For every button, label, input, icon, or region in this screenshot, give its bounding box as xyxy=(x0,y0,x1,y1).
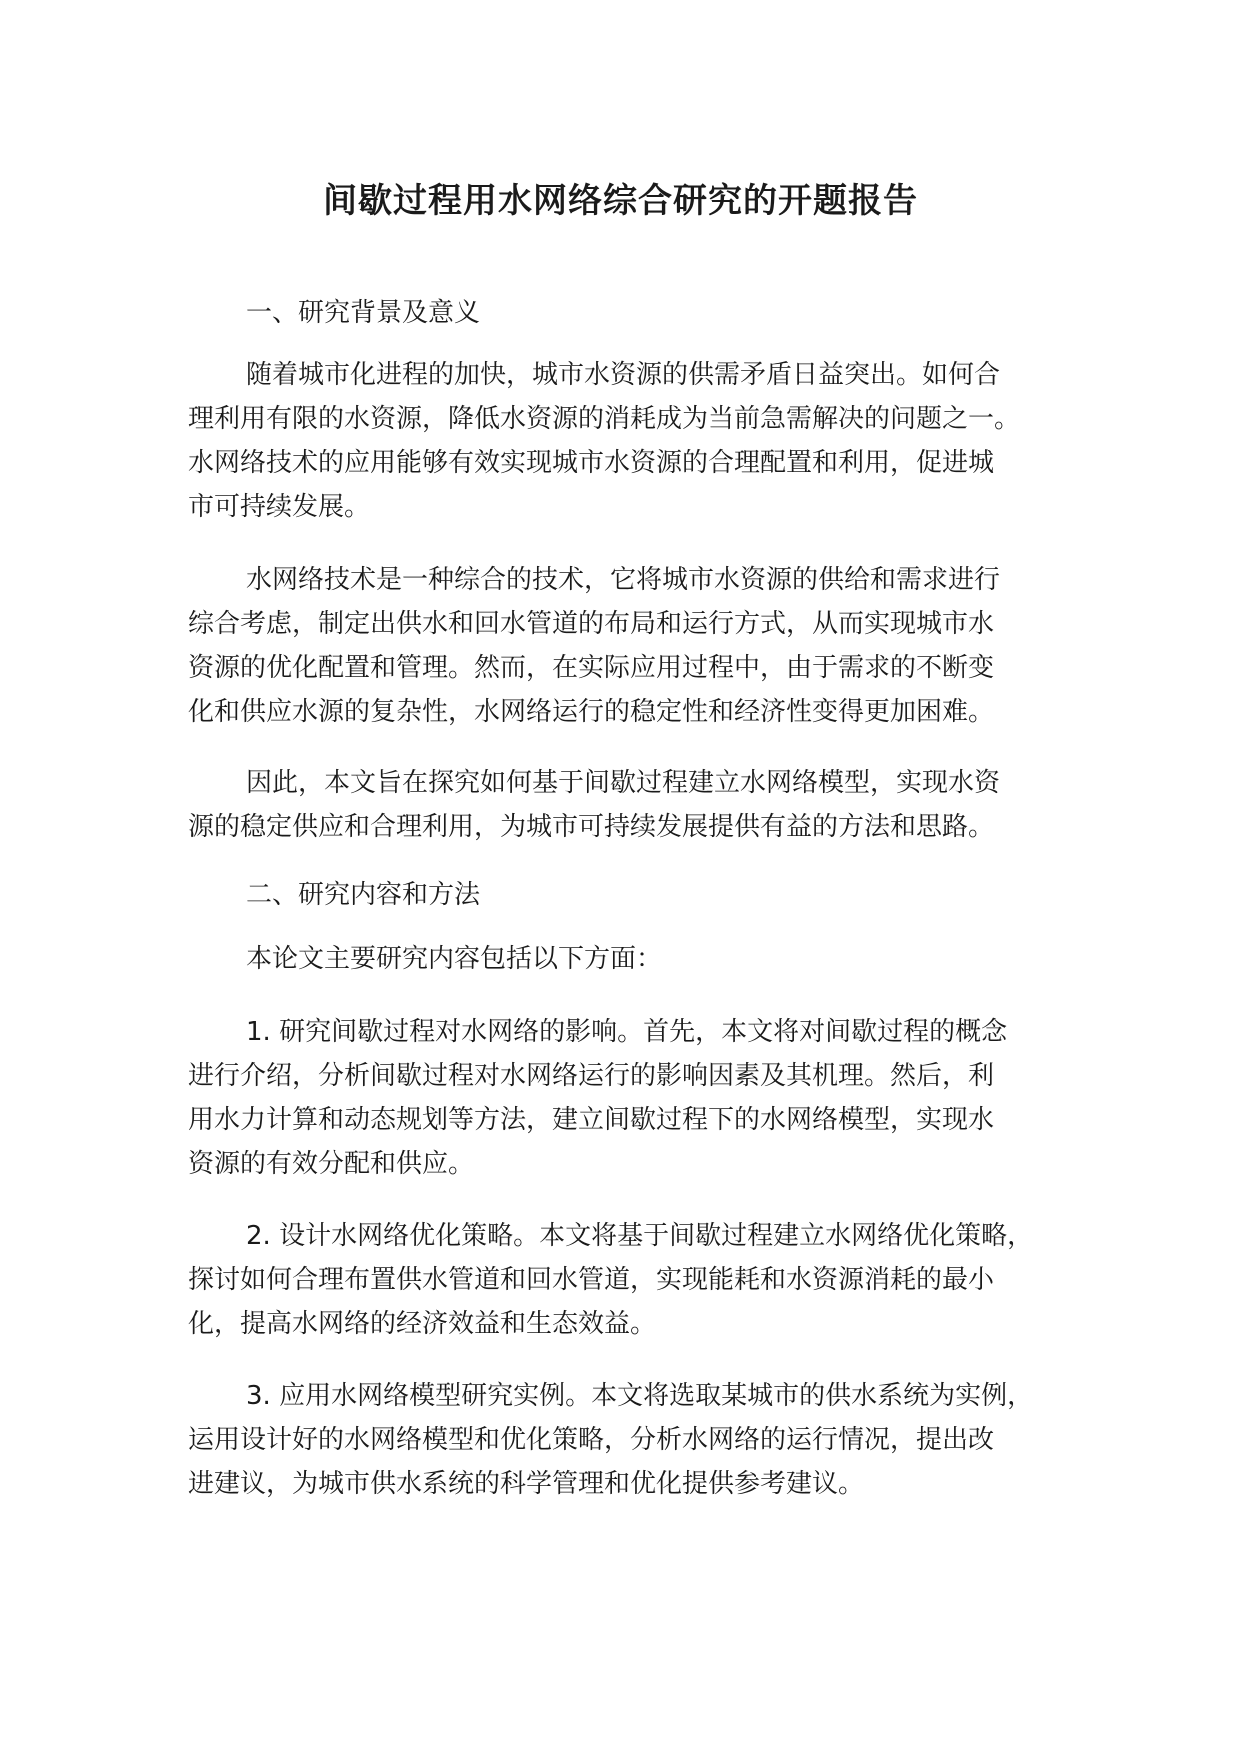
list-item-line: 运用设计好的水网络模型和优化策略，分析水网络的运行情况，提出改 xyxy=(188,1425,995,1455)
paragraph-line: 水网络技术是一种综合的技术，它将城市水资源的供给和需求进行 xyxy=(246,565,1001,595)
list-item-line: 探讨如何合理布置供水管道和回水管道，实现能耗和水资源消耗的最小 xyxy=(188,1265,995,1295)
paragraph-line: 本论文主要研究内容包括以下方面： xyxy=(246,944,663,974)
paragraph-line: 资源的优化配置和管理。然而，在实际应用过程中，由于需求的不断变 xyxy=(188,653,995,683)
paragraph-line: 源的稳定供应和合理利用，为城市可持续发展提供有益的方法和思路。 xyxy=(188,812,995,842)
paragraph-line: 随着城市化进程的加快，城市水资源的供需矛盾日益突出。如何合 xyxy=(246,360,1001,390)
list-item-line: 化，提高水网络的经济效益和生态效益。 xyxy=(188,1309,657,1339)
section-heading-2: 二、研究内容和方法 xyxy=(246,880,481,910)
list-item-line: 3. 应用水网络模型研究实例。本文将选取某城市的供水系统为实例， xyxy=(246,1381,1034,1411)
paragraph-line: 化和供应水源的复杂性，水网络运行的稳定性和经济性变得更加困难。 xyxy=(188,697,995,727)
paragraph-line: 因此，本文旨在探究如何基于间歇过程建立水网络模型，实现水资 xyxy=(246,768,1001,798)
section-heading-1: 一、研究背景及意义 xyxy=(246,298,481,328)
paragraph-line: 理利用有限的水资源，降低水资源的消耗成为当前急需解决的问题之一。 xyxy=(188,404,1021,434)
paragraph-line: 市可持续发展。 xyxy=(188,492,371,522)
list-item-line: 用水力计算和动态规划等方法，建立间歇过程下的水网络模型，实现水 xyxy=(188,1105,995,1135)
list-item-line: 1. 研究间歇过程对水网络的影响。首先，本文将对间歇过程的概念 xyxy=(246,1017,1008,1047)
list-item-line: 进建议，为城市供水系统的科学管理和优化提供参考建议。 xyxy=(188,1469,865,1499)
list-item-line: 2. 设计水网络优化策略。本文将基于间歇过程建立水网络优化策略， xyxy=(246,1221,1034,1251)
list-item-line: 进行介绍，分析间歇过程对水网络运行的影响因素及其机理。然后，利 xyxy=(188,1061,995,1091)
paragraph-line: 水网络技术的应用能够有效实现城市水资源的合理配置和利用，促进城 xyxy=(188,448,995,478)
document-title: 间歇过程用水网络综合研究的开题报告 xyxy=(323,181,918,221)
paragraph-line: 综合考虑，制定出供水和回水管道的布局和运行方式，从而实现城市水 xyxy=(188,609,995,639)
list-item-line: 资源的有效分配和供应。 xyxy=(188,1149,475,1179)
